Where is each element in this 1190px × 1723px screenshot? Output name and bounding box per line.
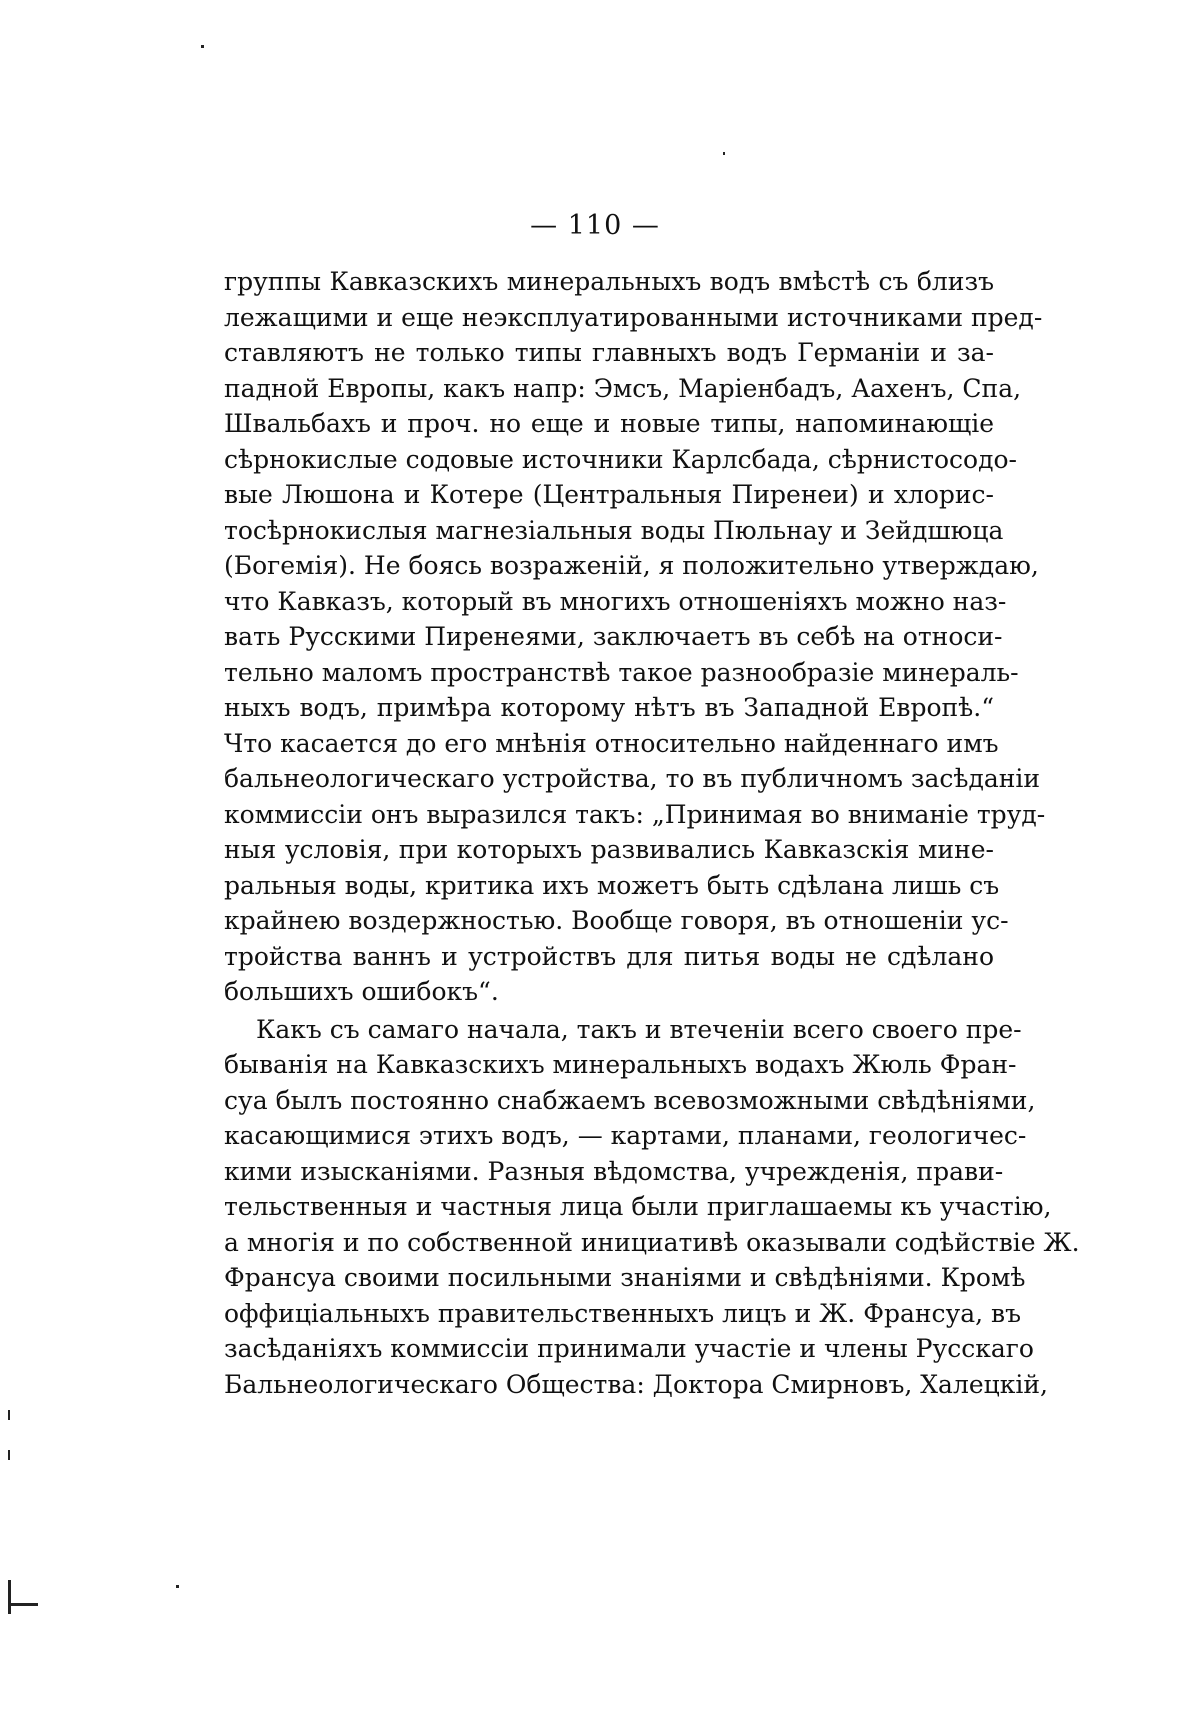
text-line: кими изысканіями. Разныя вѣдомства, учрежденія, прави- xyxy=(224,1156,1004,1186)
text-line: сѣрнокислые содовые источники Карлсбада, сѣрнистосодо- xyxy=(224,444,1017,474)
text-line: быванія на Кавказскихъ минеральныхъ водахъ Жюль Фран- xyxy=(224,1050,1017,1079)
scan-speck xyxy=(8,1410,10,1420)
text-line: лежащими и еще неэксплуатированными источниками пред- xyxy=(224,302,1043,332)
text-line: тельно маломъ пространствѣ такое разнообразіе минераль- xyxy=(224,657,1019,687)
text-line: большихъ ошибокъ“. xyxy=(224,977,499,1006)
text-line: коммиссіи онъ выразился такъ: „Принимая во вниманіе труд- xyxy=(224,799,1046,829)
text-line: группы Кавказскихъ минеральныхъ водъ вмѣстѣ съ близъ xyxy=(224,267,994,296)
text-line: ныхъ водъ, примѣра которому нѣтъ въ Западной Европѣ.“ xyxy=(224,693,994,722)
text-line: бальнеологическаго устройства, то въ публичномъ засѣданіи xyxy=(224,764,1041,793)
text-line: что Кавказъ, который въ многихъ отношеніяхъ можно наз- xyxy=(224,586,1007,616)
text-line: (Богемія). Не боясь возраженій, я положительно утверждаю, xyxy=(224,551,1039,580)
text-line: вые Люшона и Котере (Центральныя Пиренеи) и хлорис- xyxy=(224,480,994,509)
body-text xyxy=(224,264,1080,1402)
margin-mark xyxy=(8,1603,38,1606)
text-line: тельственныя и частныя лица были приглашаемы къ участію, xyxy=(224,1192,1052,1221)
text-line: вать Русскими Пиренеями, заключаетъ въ себѣ на относи- xyxy=(224,622,1003,651)
page-number: — 110 — xyxy=(530,210,660,241)
text-line: Что касается до его мнѣнія относительно найденнаго имъ xyxy=(224,728,999,758)
scan-speck xyxy=(176,1585,179,1588)
text-line: Франсуа своими посильными знаніями и свѣдѣніями. Кромѣ xyxy=(224,1263,1026,1292)
text-line: Какъ съ самаго начала, такъ и втеченіи всего своего пре- xyxy=(256,1014,1022,1044)
text-line: ставляютъ не только типы главныхъ водъ Германіи и за- xyxy=(224,338,994,367)
text-line: касающимися этихъ водъ, — картами, планами, геологичес- xyxy=(224,1121,1027,1150)
text-line: Бальнеологическаго Общества: Доктора Смирновъ, Халецкій, xyxy=(224,1369,1048,1399)
paragraph xyxy=(224,1012,1080,1403)
scan-speck xyxy=(8,1450,10,1460)
text-line: ныя условія, при которыхъ развивались Кавказскія мине- xyxy=(224,835,994,864)
text-line: Швальбахъ и проч. но еще и новые типы, напоминающіе xyxy=(224,409,994,438)
text-line: оффиціальныхъ правительственныхъ лицъ и Ж. Франсуа, въ xyxy=(224,1298,1022,1328)
text-line: засѣданіяхъ коммиссіи принимали участіе и члены Русскаго xyxy=(224,1334,1034,1363)
text-line: суа былъ постоянно снабжаемъ всевозможными свѣдѣніями, xyxy=(224,1085,1036,1115)
text-line: ральныя воды, критика ихъ можетъ быть сдѣлана лишь съ xyxy=(224,870,1000,900)
text-line: тройства ваннъ и устройствъ для питья воды не сдѣлано xyxy=(224,941,994,971)
scan-speck xyxy=(201,45,204,48)
margin-mark xyxy=(8,1580,11,1614)
paragraph xyxy=(224,264,1046,1010)
text-line: тосѣрнокислыя магнезіальныя воды Пюльнау и Зейдшюца xyxy=(224,515,1004,545)
text-line: крайнею воздержностью. Вообще говоря, въ отношеніи ус- xyxy=(224,906,1009,935)
text-line: а многія и по собственной инициативѣ оказывали содѣйствіе Ж. xyxy=(224,1227,1080,1257)
text-line: падной Европы, какъ напр: Эмсъ, Маріенбадъ, Аахенъ, Спа, xyxy=(224,373,1022,403)
scan-speck xyxy=(723,152,725,155)
